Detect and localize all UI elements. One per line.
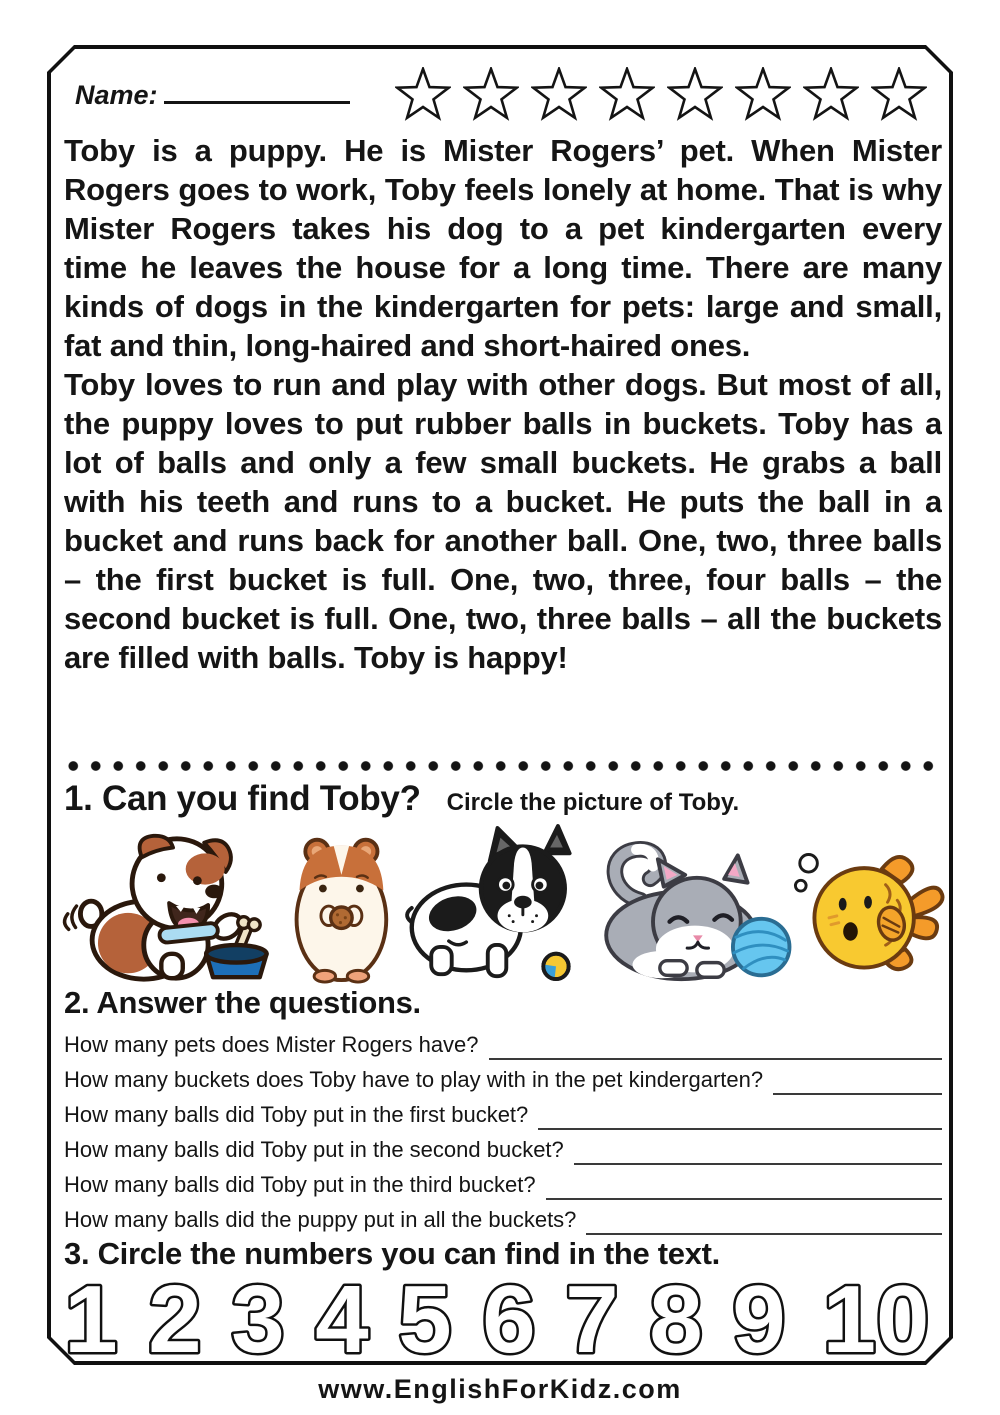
- star-icon[interactable]: [395, 67, 451, 121]
- answer-blank-line[interactable]: [538, 1100, 942, 1130]
- header-row: [75, 62, 927, 126]
- animals-row: [58, 824, 946, 986]
- exercise1-instruction: Circle the picture of Toby.: [446, 789, 740, 816]
- footer: [0, 1374, 1000, 1405]
- exercise1-heading-row: [64, 779, 942, 819]
- answer-blank-line[interactable]: [773, 1065, 942, 1095]
- number-7[interactable]: [559, 1270, 625, 1362]
- name-block: [75, 77, 350, 111]
- answer-blank-line[interactable]: [546, 1170, 942, 1200]
- question-row: [64, 1165, 942, 1200]
- dog-with-bone-bowl-illustration[interactable]: [58, 828, 280, 986]
- svg-text:1: 1: [64, 1270, 118, 1362]
- cat-with-yarn-ball-illustration[interactable]: [576, 834, 792, 986]
- question-text: How many balls did the puppy put in all the buckets?: [64, 1207, 577, 1232]
- exercise3-heading: 3. Circle the numbers you can find in the text.: [64, 1236, 720, 1271]
- story-paragraph-1: Toby is a puppy. He is Mister Rogers’ pet. When Mister Rogers goes to work, Toby feels lonely at home. That is why Mister Rogers takes his dog to a pet kindergarten every time he leaves the house for a long time. There are many kinds of dogs in the kindergarten for pets: large and small, fat and thin, long-haired and short-haired ones.: [64, 133, 942, 363]
- number-8[interactable]: [643, 1270, 709, 1362]
- question-row: [64, 1130, 942, 1165]
- question-text: How many balls did Toby put in the first bucket?: [64, 1102, 529, 1127]
- exercise1-heading: 1. Can you find Toby?: [64, 779, 421, 818]
- answer-blank-line[interactable]: [489, 1030, 942, 1060]
- fish-illustration[interactable]: [792, 838, 946, 986]
- question-row: [64, 1025, 942, 1060]
- reading-passage: [64, 131, 942, 761]
- star-icon[interactable]: [463, 67, 519, 121]
- number-5[interactable]: [392, 1270, 458, 1362]
- question-row: [64, 1200, 942, 1235]
- guinea-pig-illustration[interactable]: [280, 828, 402, 986]
- question-text: How many buckets does Toby have to play with in the pet kindergarten?: [64, 1067, 764, 1092]
- svg-text:2: 2: [147, 1270, 202, 1362]
- star-icon[interactable]: [599, 67, 655, 121]
- number-1[interactable]: [58, 1270, 124, 1362]
- name-blank-line[interactable]: [164, 77, 350, 104]
- number-3[interactable]: [225, 1270, 291, 1362]
- number-6[interactable]: [476, 1270, 542, 1362]
- name-label: Name:: [75, 80, 158, 110]
- svg-text:4: 4: [314, 1270, 369, 1362]
- numbers-row: [58, 1270, 942, 1362]
- question-text: How many pets does Mister Rogers have?: [64, 1032, 479, 1057]
- svg-text:9: 9: [732, 1270, 787, 1362]
- answer-blank-line[interactable]: [586, 1205, 942, 1235]
- french-bulldog-illustration[interactable]: [402, 824, 576, 986]
- number-4[interactable]: [309, 1270, 375, 1362]
- question-row: [64, 1060, 942, 1095]
- question-row: [64, 1095, 942, 1130]
- star-icon[interactable]: [803, 67, 859, 121]
- svg-text:8: 8: [649, 1270, 703, 1362]
- website-link[interactable]: www.EnglishForKidz.com: [318, 1374, 682, 1404]
- number-2[interactable]: [142, 1270, 208, 1362]
- svg-text:7: 7: [565, 1270, 619, 1362]
- star-icon[interactable]: [735, 67, 791, 121]
- number-9[interactable]: [726, 1270, 792, 1362]
- answer-blank-line[interactable]: [574, 1135, 942, 1165]
- star-icon[interactable]: [667, 67, 723, 121]
- exercise2-heading: 2. Answer the questions.: [64, 985, 421, 1020]
- questions-list: [64, 1025, 942, 1235]
- svg-text:5: 5: [398, 1270, 452, 1362]
- question-text: How many balls did Toby put in the third bucket?: [64, 1172, 536, 1197]
- svg-text:3: 3: [231, 1270, 285, 1362]
- question-text: How many balls did Toby put in the second bucket?: [64, 1137, 564, 1162]
- star-icon[interactable]: [531, 67, 587, 121]
- story-paragraph-2: Toby loves to run and play with other dogs. But most of all, the puppy loves to put rubber balls in buckets. Toby has a lot of balls and only a few small buckets. He grabs a ball with his teeth and runs to a bucket. He puts the ball in a bucket and runs back for another ball. One, two, three balls – the first bucket is full. One, two, three, four balls – the second bucket is full. One, two, three balls – all the buckets are filled with balls. Toby is happy!: [64, 367, 942, 675]
- svg-text:10: 10: [822, 1270, 930, 1362]
- stars-row: [395, 67, 927, 121]
- svg-text:6: 6: [482, 1270, 536, 1362]
- number-10[interactable]: [810, 1270, 942, 1362]
- star-icon[interactable]: [871, 67, 927, 121]
- dotted-separator: [62, 760, 940, 772]
